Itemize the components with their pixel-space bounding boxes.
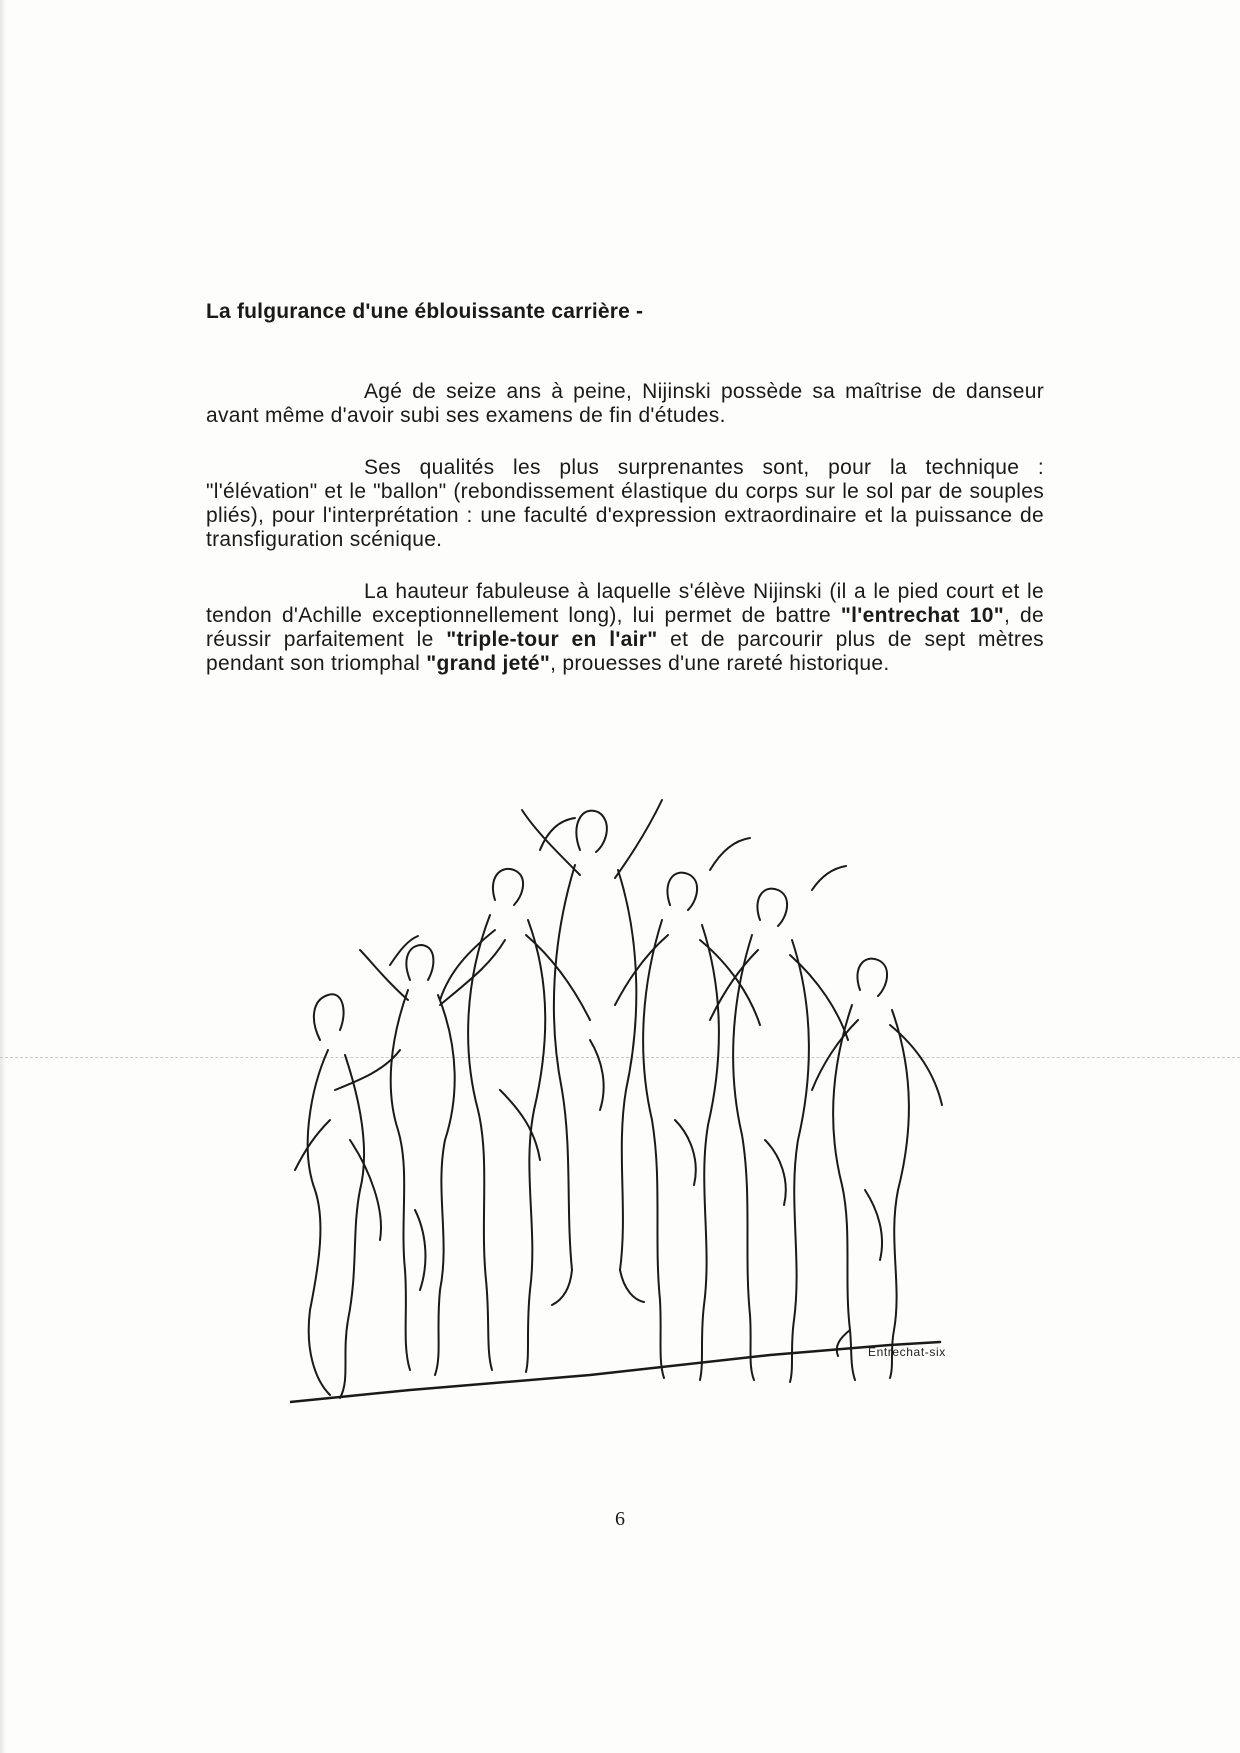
paragraph-1: [206, 380, 1044, 428]
triple-tour-emphasis: "triple-tour en l'air": [446, 628, 658, 651]
dancer-sketch-illustration: [290, 790, 1010, 1410]
paragraph-2-text: Ses qualités les plus surprenantes sont, pour la technique : "l'élévation" et le "ballon" (rebondissement élastique du corps sur le sol par de souples pliés), pour l'interprétation : une faculté d'expression extraordinaire et la puissance de transfiguration scénique.: [206, 456, 1044, 551]
paragraph-1-text: Agé de seize ans à peine, Nijinski possède sa maîtrise de danseur avant même d'avoir subi ses examens de fin d'études.: [206, 380, 1044, 427]
paragraph-3-text-part1: La hauteur fabuleuse à laquelle s'élève Nijinski (il a le pied court et le tendon d'Achille exceptionnellement long), lui permet de battre: [206, 580, 1044, 627]
section-heading: La fulgurance d'une éblouissante carrière -: [206, 300, 644, 323]
illustration-caption: Entrechat-six: [868, 1345, 946, 1359]
paragraph-3-text-part3: et de parcourir plus de sept mètres pendant son triomphal: [206, 628, 1044, 675]
page-edge-shadow: [0, 0, 6, 1753]
grand-jete-emphasis: "grand jeté": [426, 652, 551, 675]
paragraph-3-text-part2: , de réussir parfaitement le: [206, 604, 1044, 651]
entrechat-six-line-drawing: [290, 790, 1010, 1410]
paragraph-3-text-part4: , prouesses d'une rareté historique.: [550, 652, 890, 675]
entrechat-10-emphasis: "l'entrechat 10": [840, 604, 1004, 627]
page-number: 6: [615, 1508, 625, 1530]
paragraph-3: [206, 580, 1044, 676]
paragraph-2: [206, 456, 1044, 552]
